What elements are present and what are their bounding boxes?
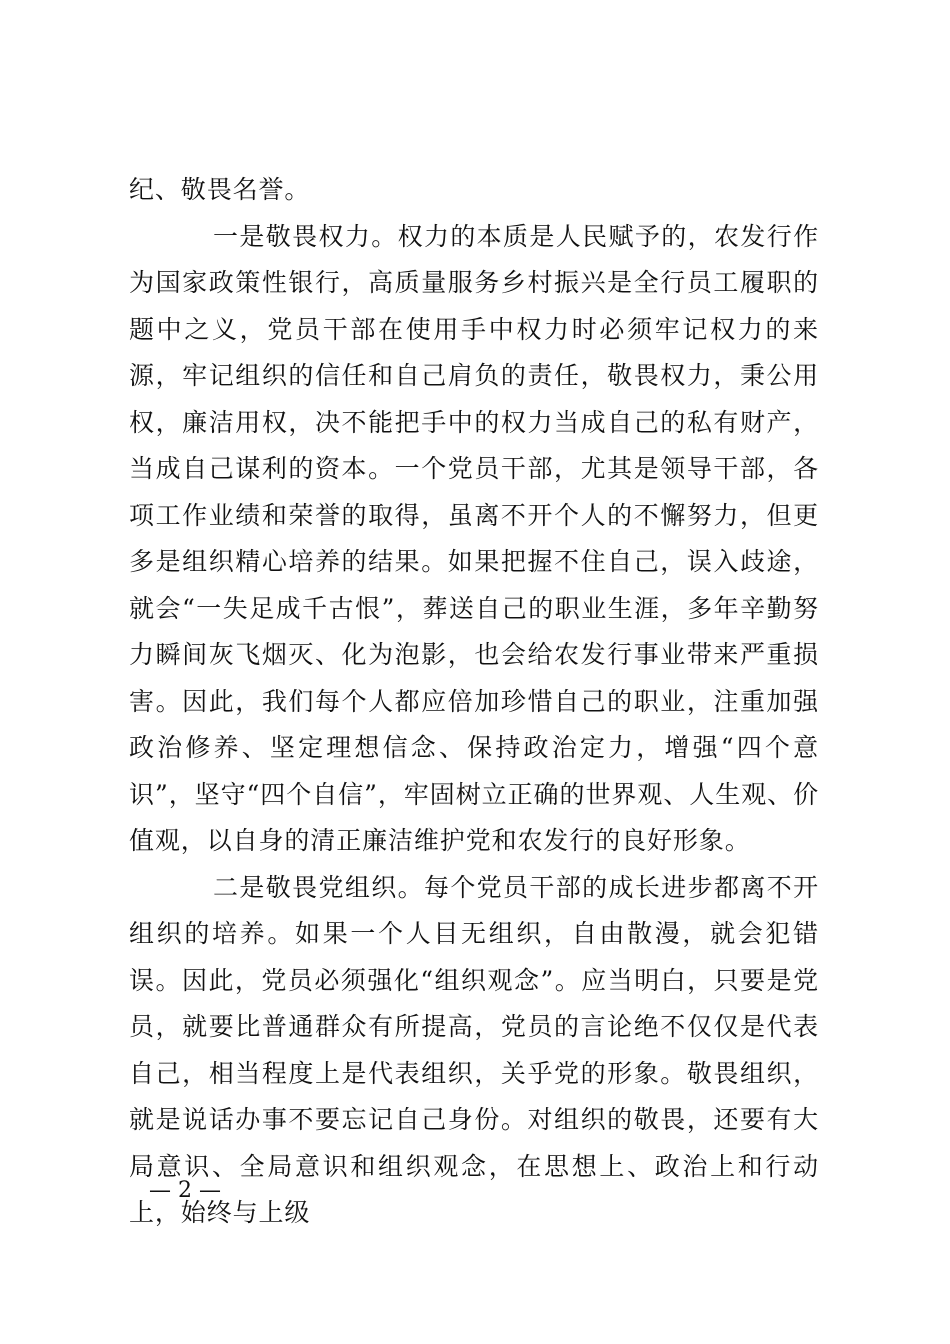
- paragraph-respect-power: 一是敬畏权力。权力的本质是人民赋予的，农发行作为国家政策性银行，高质量服务乡村振兴是全行员工履职的题中之义，党员干部在使用手中权力时必须牢记权力的来源，牢记组织的信任和自己肩负的责任，敬畏权力，秉公用权，廉洁用权，决不能把手中的权力当成自己的私有财产，当成自己谋利的资本。一个党员干部，尤其是领导干部，各项工作业绩和荣誉的取得，虽离不开个人的不懈努力，但更多是组织精心培养的结果。如果把握不住自己，误入歧途，就会“一失足成千古恨”，葬送自己的职业生涯，多年辛勤努力瞬间灰飞烟灭、化为泡影，也会给农发行事业带来严重损害。因此，我们每个人都应倍加珍惜自己的职业，注重加强政治修养、坚定理想信念、保持政治定力，增强“四个意识”，坚守“四个自信”，牢固树立正确的世界观、人生观、价值观，以自身的清正廉洁维护党和农发行的良好形象。: [129, 221, 819, 855]
- paragraph-respect-party-organization: 二是敬畏党组织。每个党员干部的成长进步都离不开组织的培养。如果一个人目无组织，自由散漫，就会犯错误。因此，党员必须强化“组织观念”。应当明白，只要是党员，就要比普通群众有所提高，党员的言论绝不仅仅是代表自己，相当程度上是代表组织，关乎党的形象。敬畏组织，就是说话办事不要忘记自己身份。对组织的敬畏，还要有大局意识、全局意识和组织观念，在思想上、政治上和行动上，始终与上级: [129, 872, 819, 1227]
- document-body: [129, 167, 819, 1237]
- paragraph-continuation: 纪、敬畏名誉。: [129, 175, 311, 204]
- page-number: — 2 —: [149, 1178, 221, 1203]
